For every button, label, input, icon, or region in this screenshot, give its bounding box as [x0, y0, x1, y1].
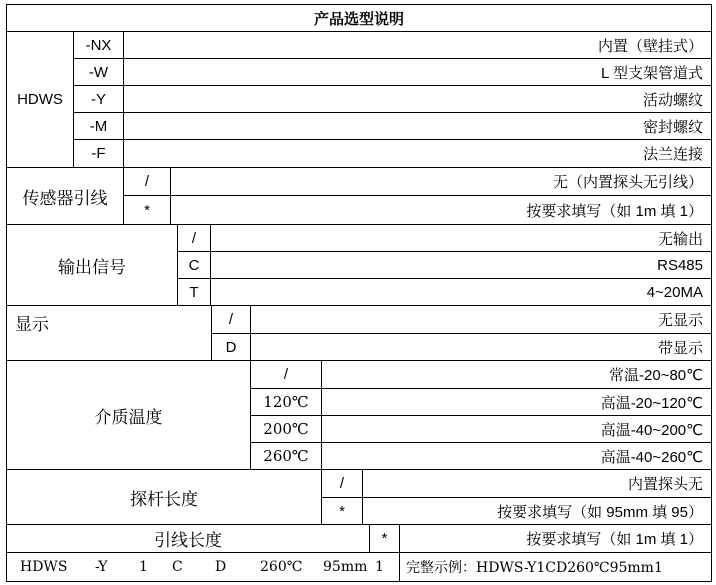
probe-lead-label: 传感器引线 [6, 167, 124, 225]
example-part-probe-lead: 1 [139, 559, 148, 575]
example-part-display: D [215, 559, 227, 575]
example-part-model: HDWS [20, 559, 68, 575]
display-desc-1: 带显示 [250, 333, 712, 361]
example-part-rod-length: 95mm [323, 559, 368, 575]
example-part-temp: 260℃ [260, 559, 303, 575]
hdws-desc-1: L 型支架管道式 [123, 58, 712, 86]
hdws-label: HDWS [6, 31, 74, 168]
medium-temp-desc-2: 高温-40~200℃ [321, 415, 712, 443]
hdws-desc-3: 密封螺纹 [123, 112, 712, 140]
medium-temp-code-1: 120℃ [250, 388, 322, 416]
rod-length-label: 探杆长度 [6, 469, 322, 525]
display-desc-0: 无显示 [250, 305, 712, 334]
lead-length-code: * [369, 524, 400, 553]
example-full-text: 完整示例：HDWS-Y1CD260℃95mm1 [399, 552, 712, 582]
probe-lead-code-0: / [123, 167, 171, 196]
probe-lead-code-1: * [123, 195, 171, 225]
example-part-connection: -Y [95, 559, 108, 575]
lead-length-desc: 按要求填写（如 1m 填 1） [399, 524, 712, 553]
rod-length-desc-1: 按要求填写（如 95mm 填 95） [362, 497, 712, 525]
probe-lead-desc-1: 按要求填写（如 1m 填 1） [170, 195, 712, 225]
example-part-lead-length: 1 [375, 559, 384, 575]
probe-lead-desc-0: 无（内置探头无引线） [170, 167, 712, 196]
hdws-desc-2: 活动螺纹 [123, 85, 712, 113]
lead-length-label: 引线长度 [6, 524, 370, 553]
example-part-output: C [172, 559, 183, 575]
example-code-row [6, 552, 400, 582]
rod-length-desc-0: 内置探头无 [362, 469, 712, 498]
output-desc-1: RS485 [210, 251, 712, 279]
hdws-desc-0: 内置（壁挂式） [123, 31, 712, 59]
medium-temp-code-2: 200℃ [250, 415, 322, 443]
hdws-code-1: -W [73, 58, 124, 86]
hdws-desc-4: 法兰连接 [123, 139, 712, 168]
hdws-code-2: -Y [73, 85, 124, 113]
output-desc-2: 4~20MA [210, 278, 712, 306]
medium-temp-desc-1: 高温-20~120℃ [321, 388, 712, 416]
output-code-1: C [177, 251, 211, 279]
medium-temp-label: 介质温度 [6, 360, 251, 470]
output-code-2: T [177, 278, 211, 306]
display-code-1: D [211, 333, 251, 361]
medium-temp-code-0: / [250, 360, 322, 389]
table-title: 产品选型说明 [6, 4, 712, 32]
medium-temp-desc-3: 高温-40~260℃ [321, 442, 712, 470]
display-label: 显示 [6, 305, 212, 361]
hdws-code-0: -NX [73, 31, 124, 59]
medium-temp-desc-0: 常温-20~80℃ [321, 360, 712, 389]
rod-length-code-0: / [321, 469, 363, 498]
output-desc-0: 无输出 [210, 224, 712, 252]
medium-temp-code-3: 260℃ [250, 442, 322, 470]
hdws-code-4: -F [73, 139, 124, 168]
selection-table [6, 4, 712, 582]
rod-length-code-1: * [321, 497, 363, 525]
output-code-0: / [177, 224, 211, 252]
display-code-0: / [211, 305, 251, 334]
output-label: 输出信号 [6, 224, 178, 306]
hdws-code-3: -M [73, 112, 124, 140]
